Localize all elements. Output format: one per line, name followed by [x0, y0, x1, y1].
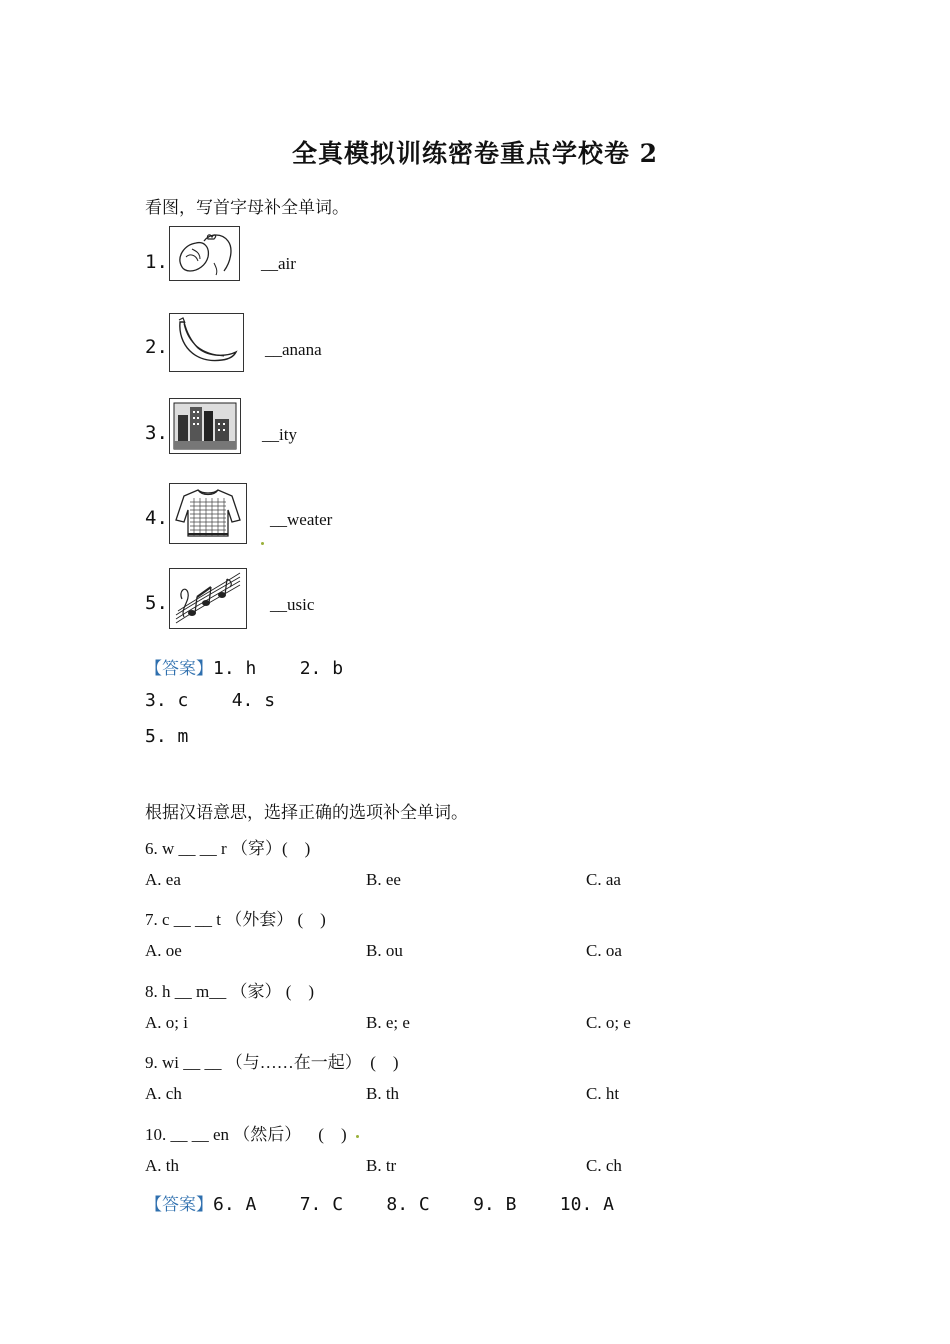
question-9-option-a: A. ch: [145, 1084, 182, 1103]
question-10-option-a: A. th: [145, 1156, 179, 1175]
question-8-option-b: B. e; e: [366, 1013, 410, 1032]
question-9: 9. wi __ __ （与……在一起） ( ): [145, 1053, 399, 1072]
stray-dot: [356, 1135, 359, 1138]
question-6-option-b: B. ee: [366, 870, 401, 889]
section1-instruction: 看图，写首字母补全单词。: [145, 198, 349, 218]
answer-line-3: 5. m: [145, 726, 189, 747]
item-2-word: __anana: [265, 340, 322, 359]
answer-line: 6. A 7. C 8. C 9. B 10. A: [213, 1194, 614, 1215]
stray-dot: [261, 542, 264, 545]
music-notes-icon: [169, 568, 247, 629]
question-9-option-c: C. ht: [586, 1084, 620, 1103]
question-8: 8. h __ m__ （家） ( ): [145, 982, 315, 1001]
item-1-word: __air: [261, 254, 296, 273]
question-7: 7. c __ __ t （外套） ( ): [145, 910, 326, 929]
item-1-number: 1.: [145, 251, 168, 273]
answer-label: 【答案】: [145, 659, 213, 679]
question-7-option-a: A. oe: [145, 941, 182, 960]
question-7-option-c: C. oa: [586, 941, 622, 960]
item-5-word: __usic: [270, 595, 315, 614]
question-6-option-a: A. ea: [145, 870, 181, 889]
section2-instruction: 根据汉语意思，选择正确的选项补全单词。: [145, 803, 468, 823]
question-9-option-b: B. th: [366, 1084, 400, 1103]
question-8-option-c: C. o; e: [586, 1013, 631, 1032]
question-6-option-c: C. aa: [586, 870, 621, 889]
city-icon: [169, 398, 241, 454]
item-3-word: __ity: [262, 425, 297, 444]
page-title: 全真模拟训练密卷重点学校卷 2: [291, 139, 659, 168]
answer-line-1: 1. h 2. b: [213, 658, 344, 679]
question-7-option-b: B. ou: [366, 941, 403, 960]
question-8-option-a: A. o; i: [145, 1013, 188, 1032]
item-5-number: 5.: [145, 592, 168, 614]
question-10-option-b: B. tr: [366, 1156, 397, 1175]
item-2-number: 2.: [145, 336, 168, 358]
item-3-number: 3.: [145, 422, 168, 444]
answer-line-2: 3. c 4. s: [145, 690, 276, 711]
item-4-word: __weater: [270, 510, 333, 529]
answer-block-2: [145, 1190, 614, 1215]
hair-icon: [169, 226, 240, 281]
sweater-icon: [169, 483, 247, 544]
question-6: 6. w __ __ r （穿）( ): [145, 839, 311, 858]
question-10: 10. __ __ en （然后） ( ): [145, 1125, 347, 1144]
question-10-option-c: C. ch: [586, 1156, 622, 1175]
answer-block-1: [145, 654, 343, 679]
answer-label: 【答案】: [145, 1195, 213, 1215]
banana-icon: [169, 313, 244, 372]
item-4-number: 4.: [145, 507, 168, 529]
